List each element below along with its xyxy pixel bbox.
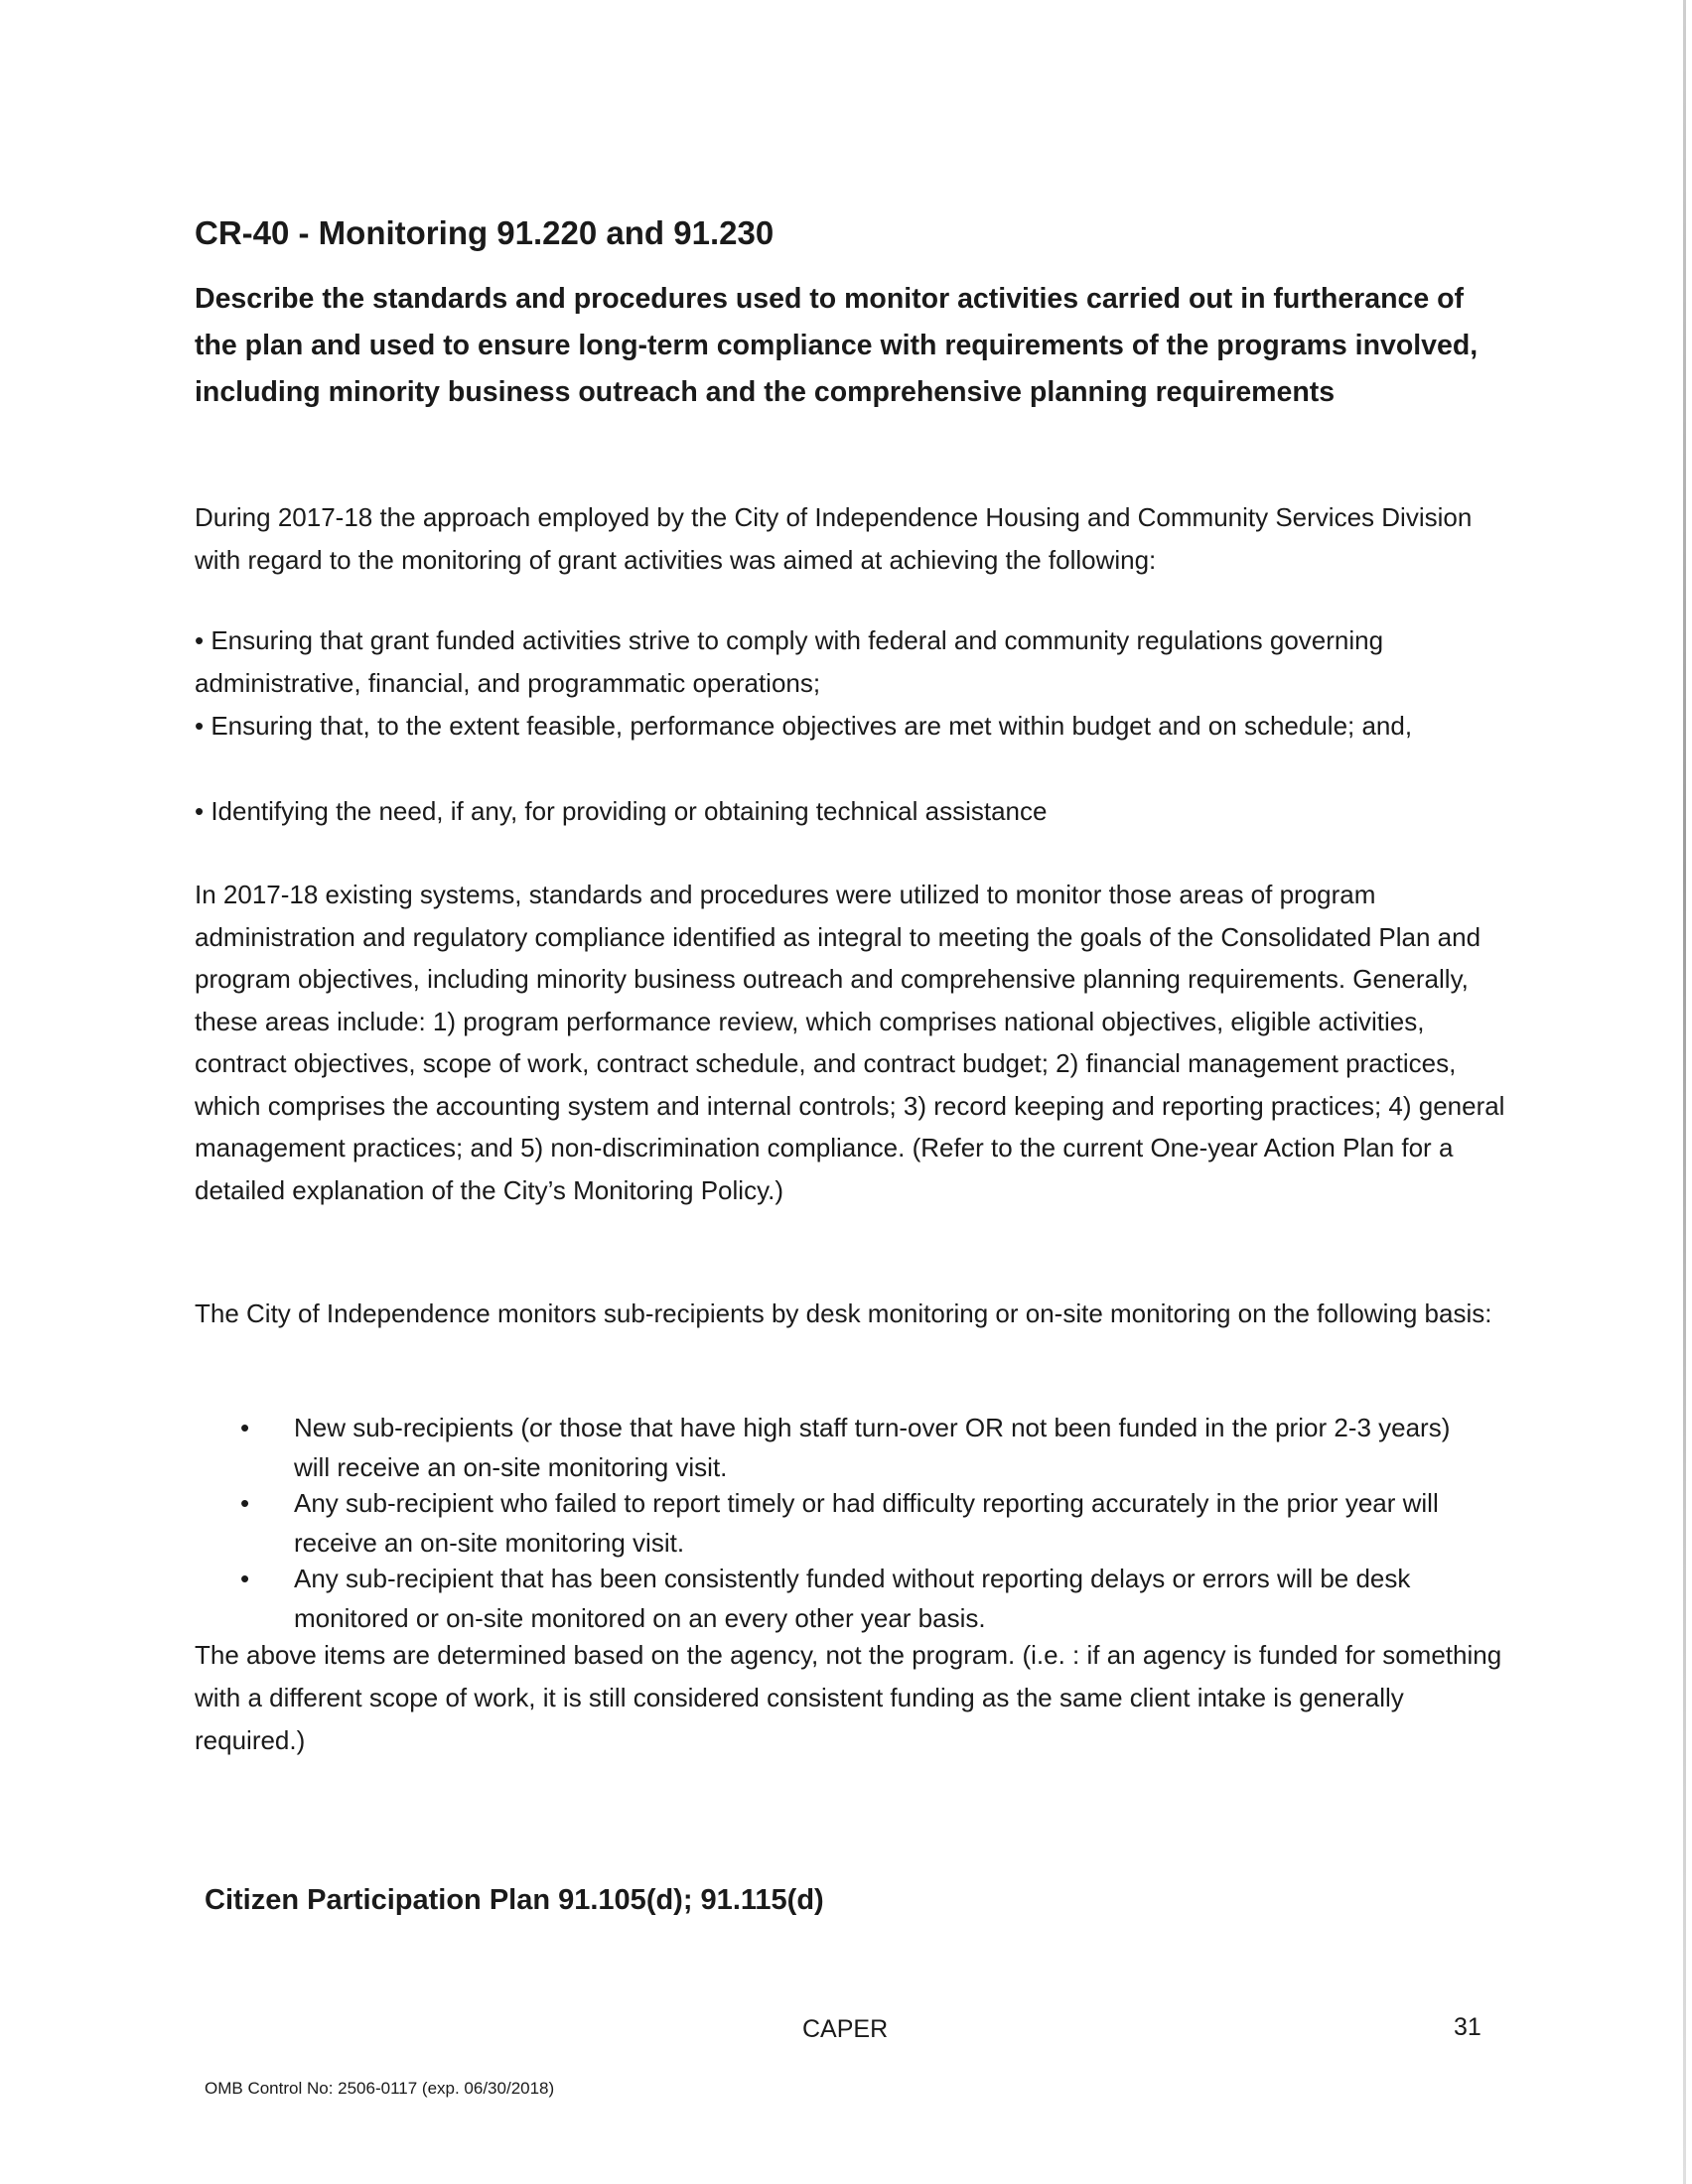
omb-control-number: OMB Control No: 2506-0117 (exp. 06/30/2018) [205, 2079, 555, 2098]
systems-paragraph: In 2017-18 existing systems, standards and procedures were utilized to monitor those areas of program administration and regulatory compliance identified as integral to meeting the goals of the Consolidated Plan and program objectives, including minority business outreach and comprehensive planning requirements. Generally, these areas include: 1) program performance review, which comprises national objectives, eligible activities, contract objectives, scope of work, contract schedule, and contract budget; 2) financial management practices, which comprises the accounting system and internal controls; 3) record keeping and reporting practices; 4) general management practices; and 5) non-discrimination compliance. (Refer to the current One-year Action Plan for a detailed explanation of the City’s Monitoring Policy.) [195, 880, 1505, 1205]
list-item: • Any sub-recipient who failed to report timely or had difficulty reporting accurately in the prior year will receive an on-site monitoring visit. [238, 1483, 1480, 1563]
footer-title: CAPER [802, 2015, 889, 2043]
determination-note: The above items are determined based on the agency, not the program. (i.e. : if an agency is funded for something with a different scope of work, it is still considered consistent funding as the same client intake is generally required.) [195, 1640, 1502, 1755]
subrecipient-intro: The City of Independence monitors sub-recipients by desk monitoring or on-site monitoring on the following basis: [195, 1298, 1492, 1328]
page-number: 31 [1454, 2013, 1481, 2041]
bullet-icon: • [240, 1564, 250, 1593]
bullet-icon: • [240, 1413, 250, 1442]
list-item: • Any sub-recipient that has been consistently funded without reporting delays or errors will be desk monitored or on-site monitored on an every other year basis. [238, 1559, 1480, 1638]
citizen-participation-heading: Citizen Participation Plan 91.105(d); 91.115(d) [205, 1884, 824, 1916]
section-heading: CR-40 - Monitoring 91.220 and 91.230 [195, 214, 775, 251]
goal-item-1: • Ensuring that grant funded activities strive to comply with federal and community regulations governing administrative, financial, and programmatic operations; [195, 625, 1384, 698]
bullet-icon: • [240, 1488, 250, 1518]
scan-edge [1683, 0, 1686, 2184]
intro-paragraph: During 2017-18 the approach employed by the City of Independence Housing and Community Services Division with regard to the monitoring of grant activities was aimed at achieving the following: [195, 502, 1473, 575]
goal-item-3: • Identifying the need, if any, for providing or obtaining technical assistance [195, 796, 1048, 826]
subrecipient-rules-list [238, 1408, 1480, 1638]
goal-item-2: • Ensuring that, to the extent feasible, performance objectives are met within budget and on schedule; and, [195, 711, 1413, 741]
list-item: • New sub-recipients (or those that have high staff turn-over OR not been funded in the prior 2-3 years) will receive an on-site monitoring visit. [238, 1408, 1480, 1487]
section-question: Describe the standards and procedures used to monitor activities carried out in furtherance of the plan and used to ensure long-term compliance with requirements of the programs involved, including minority business outreach and the comprehensive planning requirements [195, 283, 1479, 408]
